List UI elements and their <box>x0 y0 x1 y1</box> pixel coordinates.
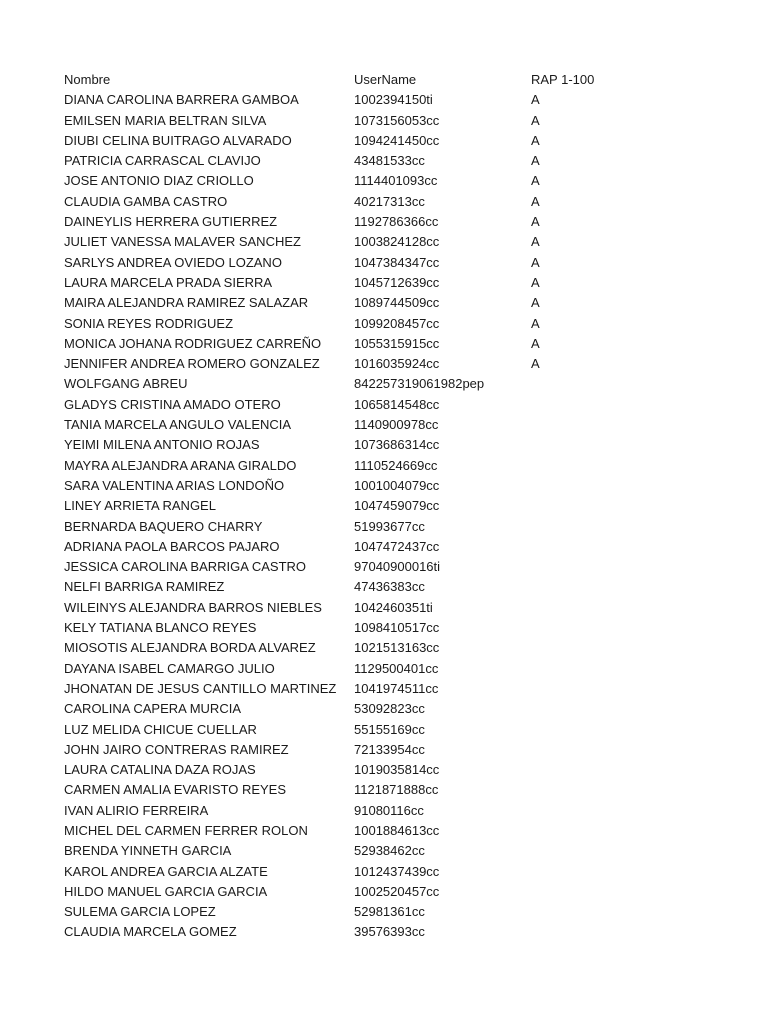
table-row <box>64 212 744 232</box>
cell-username: 1089744509cc <box>354 295 440 311</box>
table-row <box>64 232 744 252</box>
cell-username: 1094241450cc <box>354 132 440 148</box>
cell-nombre: KELY TATIANA BLANCO REYES <box>64 620 257 636</box>
cell-nombre: JHONATAN DE JESUS CANTILLO MARTINEZ <box>64 680 337 696</box>
table-row <box>64 476 744 496</box>
table-row <box>64 517 744 537</box>
cell-nombre: ADRIANA PAOLA BARCOS PAJARO <box>64 538 280 554</box>
table-row <box>64 577 744 597</box>
cell-nombre: YEIMI MILENA ANTONIO ROJAS <box>64 437 260 453</box>
cell-nombre: CARMEN AMALIA EVARISTO REYES <box>64 782 287 798</box>
cell-nombre: BERNARDA BAQUERO CHARRY <box>64 518 263 534</box>
cell-username: 1021513163cc <box>354 640 440 656</box>
cell-username: 1001884613cc <box>354 822 440 838</box>
table-row <box>64 171 744 191</box>
header-row <box>64 70 744 90</box>
cell-username: 842257319061982pep <box>354 376 485 392</box>
cell-nombre: CAROLINA CAPERA MURCIA <box>64 701 241 717</box>
cell-nombre: TANIA MARCELA ANGULO VALENCIA <box>64 417 292 433</box>
cell-nombre: DIANA CAROLINA BARRERA GAMBOA <box>64 92 299 108</box>
cell-nombre: DAYANA ISABEL CAMARGO JULIO <box>64 660 275 676</box>
cell-nombre: LINEY ARRIETA RANGEL <box>64 498 216 514</box>
cell-nombre: MICHEL DEL CARMEN FERRER ROLON <box>64 822 308 838</box>
cell-nombre: JESSICA CAROLINA BARRIGA CASTRO <box>64 559 307 575</box>
cell-nombre: HILDO MANUEL GARCIA GARCIA <box>64 883 268 899</box>
cell-rap: A <box>531 356 540 372</box>
table-row <box>64 395 744 415</box>
cell-username: 1121871888cc <box>354 782 439 798</box>
cell-nombre: JOSE ANTONIO DIAZ CRIOLLO <box>64 173 254 189</box>
cell-username: 1047384347cc <box>354 254 440 270</box>
table-row <box>64 537 744 557</box>
cell-username: 52981361cc <box>354 904 425 920</box>
cell-rap: A <box>531 295 540 311</box>
cell-nombre: CLAUDIA MARCELA GOMEZ <box>64 924 237 940</box>
cell-username: 53092823cc <box>354 701 425 717</box>
cell-nombre: SULEMA GARCIA LOPEZ <box>64 904 216 920</box>
cell-nombre: JULIET VANESSA MALAVER SANCHEZ <box>64 234 301 250</box>
table-row <box>64 496 744 516</box>
cell-username: 52938462cc <box>354 843 425 859</box>
cell-username: 1192786366cc <box>354 214 439 230</box>
cell-rap: A <box>531 173 540 189</box>
table-row <box>64 740 744 760</box>
table-row <box>64 90 744 110</box>
cell-username: 1042460351ti <box>354 599 433 615</box>
cell-username: 1002520457cc <box>354 883 440 899</box>
cell-rap: A <box>531 132 540 148</box>
cell-nombre: WOLFGANG ABREU <box>64 376 188 392</box>
cell-username: 1140900978cc <box>354 417 439 433</box>
cell-nombre: GLADYS CRISTINA AMADO OTERO <box>64 396 281 412</box>
cell-nombre: JOHN JAIRO CONTRERAS RAMIREZ <box>64 741 289 757</box>
table-row <box>64 801 744 821</box>
cell-username: 51993677cc <box>354 518 425 534</box>
cell-nombre: SONIA REYES RODRIGUEZ <box>64 315 234 331</box>
table-row <box>64 699 744 719</box>
cell-nombre: BRENDA YINNETH GARCIA <box>64 843 232 859</box>
table-row <box>64 557 744 577</box>
table-row <box>64 922 744 942</box>
cell-nombre: MIOSOTIS ALEJANDRA BORDA ALVAREZ <box>64 640 316 656</box>
table-row <box>64 314 744 334</box>
table-row <box>64 902 744 922</box>
table-row <box>64 618 744 638</box>
cell-username: 1041974511cc <box>354 680 439 696</box>
cell-rap: A <box>531 274 540 290</box>
table-row <box>64 862 744 882</box>
table-row <box>64 882 744 902</box>
table-row <box>64 638 744 658</box>
cell-username: 55155169cc <box>354 721 425 737</box>
cell-nombre: NELFI BARRIGA RAMIREZ <box>64 579 225 595</box>
cell-nombre: SARLYS ANDREA OVIEDO LOZANO <box>64 254 282 270</box>
cell-username: 1073156053cc <box>354 112 440 128</box>
column-header-username: UserName <box>354 72 417 87</box>
cell-rap: A <box>531 112 540 128</box>
cell-nombre: KAROL ANDREA GARCIA ALZATE <box>64 863 268 879</box>
cell-username: 1129500401cc <box>354 660 439 676</box>
cell-username: 72133954cc <box>354 741 425 757</box>
table-row <box>64 151 744 171</box>
cell-nombre: DAINEYLIS HERRERA GUTIERREZ <box>64 214 278 230</box>
cell-nombre: MONICA JOHANA RODRIGUEZ CARREÑO <box>64 335 322 351</box>
cell-nombre: DIUBI CELINA BUITRAGO ALVARADO <box>64 132 292 148</box>
table-row <box>64 253 744 273</box>
cell-nombre: IVAN ALIRIO FERREIRA <box>64 802 209 818</box>
cell-nombre: MAYRA ALEJANDRA ARANA GIRALDO <box>64 457 297 473</box>
cell-username: 47436383cc <box>354 579 425 595</box>
cell-rap: A <box>531 315 540 331</box>
cell-rap: A <box>531 92 540 108</box>
cell-username: 40217313cc <box>354 193 425 209</box>
table-row <box>64 293 744 313</box>
table-row <box>64 679 744 699</box>
table-row <box>64 192 744 212</box>
table-row <box>64 841 744 861</box>
cell-nombre: LAURA MARCELA PRADA SIERRA <box>64 274 273 290</box>
cell-username: 1055315915cc <box>354 335 440 351</box>
cell-nombre: JENNIFER ANDREA ROMERO GONZALEZ <box>64 356 320 372</box>
table-row <box>64 334 744 354</box>
cell-username: 39576393cc <box>354 924 425 940</box>
cell-username: 1098410517cc <box>354 620 440 636</box>
table-row <box>64 659 744 679</box>
cell-rap: A <box>531 234 540 250</box>
cell-rap: A <box>531 153 540 169</box>
cell-nombre: MAIRA ALEJANDRA RAMIREZ SALAZAR <box>64 295 309 311</box>
cell-username: 1047472437cc <box>354 538 440 554</box>
table-row <box>64 374 744 394</box>
table-row <box>64 456 744 476</box>
table-row <box>64 415 744 435</box>
cell-username: 97040900016ti <box>354 559 441 575</box>
table-row <box>64 720 744 740</box>
cell-username: 91080116cc <box>354 802 424 818</box>
cell-nombre: SARA VALENTINA ARIAS LONDOÑO <box>64 477 285 493</box>
cell-username: 1012437439cc <box>354 863 440 879</box>
cell-rap: A <box>531 214 540 230</box>
column-header-nombre: Nombre <box>64 72 111 87</box>
roster-table <box>64 70 744 943</box>
cell-username: 1047459079cc <box>354 498 440 514</box>
cell-rap: A <box>531 193 540 209</box>
cell-username: 1073686314cc <box>354 437 440 453</box>
table-body <box>64 90 744 942</box>
cell-nombre: WILEINYS ALEJANDRA BARROS NIEBLES <box>64 599 322 615</box>
table-row <box>64 435 744 455</box>
cell-username: 43481533cc <box>354 153 425 169</box>
cell-username: 1114401093cc <box>354 173 438 189</box>
cell-nombre: LAURA CATALINA DAZA ROJAS <box>64 762 256 778</box>
cell-rap: A <box>531 254 540 270</box>
table-row <box>64 598 744 618</box>
cell-rap: A <box>531 335 540 351</box>
cell-username: 1099208457cc <box>354 315 440 331</box>
table-row <box>64 760 744 780</box>
cell-nombre: PATRICIA CARRASCAL CLAVIJO <box>64 153 261 169</box>
cell-username: 1110524669cc <box>354 457 438 473</box>
column-header-rap: RAP 1-100 <box>531 72 595 87</box>
cell-username: 1019035814cc <box>354 762 440 778</box>
cell-nombre: EMILSEN MARIA BELTRAN SILVA <box>64 112 267 128</box>
table-row <box>64 273 744 293</box>
table-row <box>64 111 744 131</box>
table-row <box>64 780 744 800</box>
cell-username: 1045712639cc <box>354 274 440 290</box>
cell-nombre: LUZ MELIDA CHICUE CUELLAR <box>64 721 257 737</box>
cell-nombre: CLAUDIA GAMBA CASTRO <box>64 193 228 209</box>
cell-username: 1065814548cc <box>354 396 440 412</box>
cell-username: 1016035924cc <box>354 356 440 372</box>
table-row <box>64 354 744 374</box>
table-row <box>64 131 744 151</box>
cell-username: 1001004079cc <box>354 477 440 493</box>
table-row <box>64 821 744 841</box>
cell-username: 1002394150ti <box>354 92 433 108</box>
cell-username: 1003824128cc <box>354 234 440 250</box>
